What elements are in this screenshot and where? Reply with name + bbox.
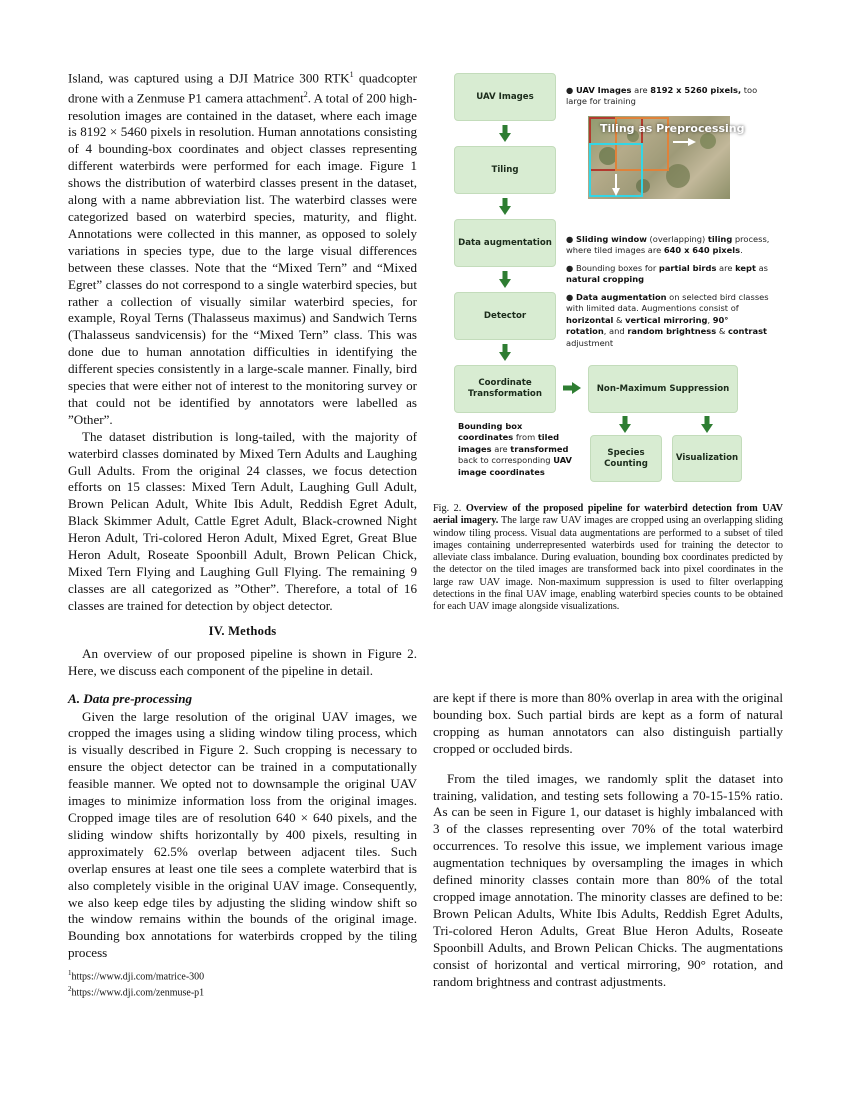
footnotes [68,967,417,1000]
arrow-down-icon [499,125,511,142]
box-tiling: Tiling [454,146,556,194]
note-data-augmentation: ● Data augmentation on selected bird classes with limited data. Augmentions consist of horizontal & vertical mirroring, 90° rotation, and random brightness & contrast adjustment [566,292,769,348]
arrow-down-icon [701,416,713,433]
subsection-title-preprocessing: A. Data pre-processing [68,690,193,706]
footnote-2-mark: 2 [68,985,72,994]
right-column [433,690,783,990]
left-column [68,67,417,962]
arrow-down-icon [499,198,511,215]
pipeline-figure [450,67,770,491]
footnote-2 [68,983,417,999]
box-uav-images: UAV Images [454,73,556,121]
box-detector: Detector [454,292,556,340]
paragraph-dataset-split: From the tiled images, we randomly split the dataset into training, validation, and testing sets following a 70-15-15% ratio. As can be seen in Figure 1, our dataset is highly imbalanced with 3 of the classes representing over 70% of the total waterbird occurrences. To resolve this issue, we implement various image augmentation techniques by oversampling the images in which defined minority classes contain more than 80% of the total cropped image annotation. The minority classes are defined to be: Brown Pelican Adults, White Ibis Adults, Reddish Egret Adults, Tri-colored Heron Adults, Great Blue Heron Adults, Roseate Spoonbill Adults, and Brown Pelican Chicks. The augmentations consist of horizontal and vertical mirroring, 90° rotation, and random brightness and contrast adjustments. [433,770,783,989]
box-visualization: Visualization [672,435,742,482]
paragraph-dataset-distribution: The dataset distribution is long-tailed, with the majority of waterbird classes dominated by Mixed Tern Adults and Laughing Gull Adults. From the original 24 classes, we focus detection efforts on 15 classes: Mixed Tern Adult, Laughing Gull Adult, Brown Pelican Adult, White Ibis Adult, Reddish Egret Adult, Black Skimmer Adult, Cattle Egret Adult, Black-crowned Night Heron Adult, Tri-colored Heron Adult, Mixed Egret, Great Blue Heron Adult, Roseate Spoonbill Adult, Brown Pelican Chick, Mixed Tern Flying and Laughing Gull Flying. The remaining 9 classes are all categorized as ”Other”. Therefore, a total of 16 classes are trained for detection by object detector. [68,428,417,613]
arrow-down-icon [619,416,631,433]
section-title-methods: IV. Methods [208,623,277,638]
figure-caption [433,503,783,614]
note-partial-birds: ● Bounding boxes for partial birds are kept as natural cropping [566,263,768,285]
arrow-down-icon [499,271,511,288]
footnote-2-link[interactable]: https://www.dji.com/zenmuse-p1 [71,987,205,999]
uav-tiling-photo [588,116,745,199]
box-nms: Non-Maximum Suppression [588,365,738,413]
box-species-counting: Species Counting [590,435,662,482]
photo-caption: Tiling as Preprocessing [600,122,745,135]
caption-label: Fig. 2. [433,503,462,514]
footnote-1 [68,967,417,983]
box-data-augmentation: Data augmentation [454,219,556,267]
footnote-1-mark: 1 [68,969,72,977]
paragraph-methods-overview: An overview of our proposed pipeline is shown in Figure 2. Here, we discuss each component of the pipeline in detail. [68,645,417,678]
note-coordinate-transformation: Bounding box coordinates from tiled images are transformed back to corresponding UAV image coordinates [458,421,572,477]
paragraph-dataset-capture: Island, was captured using a DJI Matrice 300 RTK$^1$ quadcopter drone with a Zenmuse P1 camera attachment$^2$. A total of 200 high-resolution images are contained in the dataset, where each image is 8192 × 5460 pixels in resolution. Human annotations consisting of 4 bounding-box coordinates and object classes representing different waterbirds were performed for each image. Figure 1 shows the distribution of waterbird classes present in the dataset, along with a name abbreviation list. The waterbird classes were categorized based on waterbird species, maturity, and flight. Annotations were collected in this manner, as opposed to solely variations in species type, due to the large visual differences between these classes. Note that the “Mixed Tern” and “Mixed Egret” classes do not correspond to a single waterbird species, but rather a collection of visually similar waterbird species, for example, Royal Terns (Thalasseus maximus) and Sandwich Terns (Thalasseus sandvicensis) for the “Mixed Tern” class. This was done due to human annotation difficulties in identifying the different species consistently in a large-scale manner. Finally, bird species that were either not of interest to the monitoring survey or that could not be identified by annotators were labelled as ”Other”. [68,70,417,427]
note-sliding-window: ● Sliding window (overlapping) tiling process, where tiled images are 640 x 640 pixels. [566,234,770,256]
caption-body: The large raw UAV images are cropped using an overlapping sliding window tiling process. Visual data augmentations are performed to a subset of tiled images containing underrepresented waterbirds used for training the detector to alleviate class imbalance. During evaluation, bounding box coordinates predicted by the detector on the tiled images are transformed back into pixel coordinates in the large raw UAV image. Non-maximum suppression is used to filter overlapping detections in the final UAV image, enabling waterbird species counts to be obtained for each UAV image alongside visualizations. [433,515,783,613]
paragraph-partial-birds: are kept if there is more than 80% overlap in area with the original bounding box. Such partial birds are kept as a form of natural cropping as human annotators can also distinguish partially cropped or occluded birds. [433,690,783,756]
footnote-1-link[interactable]: https://www.dji.com/matrice-300 [71,971,205,983]
arrow-down-icon [499,344,511,361]
note-uav-images: ● UAV Images are 8192 x 5260 pixels, too large for training [566,85,758,107]
caption-title: Overview of the proposed pipeline for waterbird detection from UAV aerial imagery. [433,503,783,527]
paragraph-preprocessing: Given the large resolution of the original UAV images, we cropped the images using a sliding window tiling process, which is visually described in Figure 2. Such cropping is necessary to ensure the object detector can be trained in a computationally feasible manner. We opted not to downsample the original UAV images to minimize information loss from the original images. Cropped image tiles are of resolution 640 × 640 pixels, and the sliding window shifts horizontally by 400 pixels, resulting in approximately 62.5% overlap between adjacent tiles. Such overlap ensures at least one tile sees a complete waterbird that is also completely visible in the original UAV image. Consequently, we also keep edge tiles by adjusting the sliding window shift so the window remains within the bounds of the original image. Bounding box annotations for waterbirds cropped by the tiling process [68,708,417,961]
arrow-right-icon [563,382,581,394]
box-coordinate-transformation: Coordinate Transformation [454,365,556,413]
